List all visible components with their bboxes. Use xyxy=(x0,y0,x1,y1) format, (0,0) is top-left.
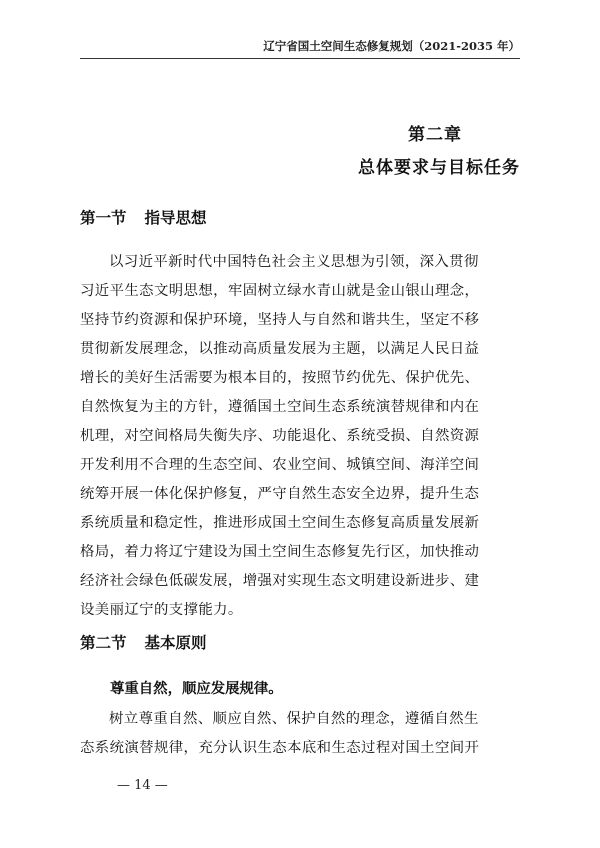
chapter-number: 第二章 xyxy=(408,125,462,145)
paragraph-line: 经济社会绿色低碳发展，增强对实现生态文明建设新进步、建 xyxy=(80,573,480,589)
chapter-title: 总体要求与目标任务 xyxy=(358,158,520,178)
paragraph-line: 统筹开展一体化保护修复，严守自然生态安全边界，提升生态 xyxy=(80,486,480,502)
header-rule xyxy=(80,58,520,59)
paragraph-line: 贯彻新发展理念，以推动高质量发展为主题，以满足人民日益 xyxy=(80,341,480,357)
paragraph-line: 坚持节约资源和保护环境，坚持人与自然和谐共生，坚定不移 xyxy=(80,312,480,328)
principle-heading: 尊重自然，顺应发展规律。 xyxy=(110,680,283,697)
page-number: — 14 — xyxy=(117,778,168,793)
section-1-paragraph xyxy=(80,248,520,625)
section-1-title: 指导思想 xyxy=(144,209,207,227)
paragraph-line: 机理，对空间格局失衡失序、功能退化、系统受损、自然资源 xyxy=(80,428,480,444)
paragraph-line: 自然恢复为主的方针，遵循国土空间生态系统演替规律和内在 xyxy=(80,399,480,415)
paragraph-line: 态系统演替规律，充分认识生态本底和生态过程对国土空间开 xyxy=(80,740,480,756)
paragraph-line: 树立尊重自然、顺应自然、保护自然的理念，遵循自然生 xyxy=(109,711,479,727)
section-2-heading xyxy=(80,631,207,653)
paragraph-line: 习近平生态文明思想，牢固树立绿水青山就是金山银山理念， xyxy=(80,283,480,299)
section-1-heading xyxy=(80,206,207,228)
paragraph-line: 格局，着力将辽宁建设为国土空间生态修复先行区，加快推动 xyxy=(80,544,480,560)
section-2-paragraph xyxy=(80,705,520,763)
section-2-label: 第二节 xyxy=(80,634,127,652)
paragraph-line: 以习近平新时代中国特色社会主义思想为引领，深入贯彻 xyxy=(109,254,479,270)
running-header: 辽宁省国土空间生态修复规划（2021-2035 年） xyxy=(263,39,520,53)
section-1-label: 第一节 xyxy=(80,209,127,227)
paragraph-line: 增长的美好生活需要为根本目的，按照节约优先、保护优先、 xyxy=(80,370,480,386)
section-2-title: 基本原则 xyxy=(144,634,207,652)
paragraph-line: 系统质量和稳定性，推进形成国土空间生态修复高质量发展新 xyxy=(80,515,480,531)
paragraph-line: 开发利用不合理的生态空间、农业空间、城镇空间、海洋空间 xyxy=(80,457,480,473)
paragraph-line: 设美丽辽宁的支撑能力。 xyxy=(80,602,243,618)
